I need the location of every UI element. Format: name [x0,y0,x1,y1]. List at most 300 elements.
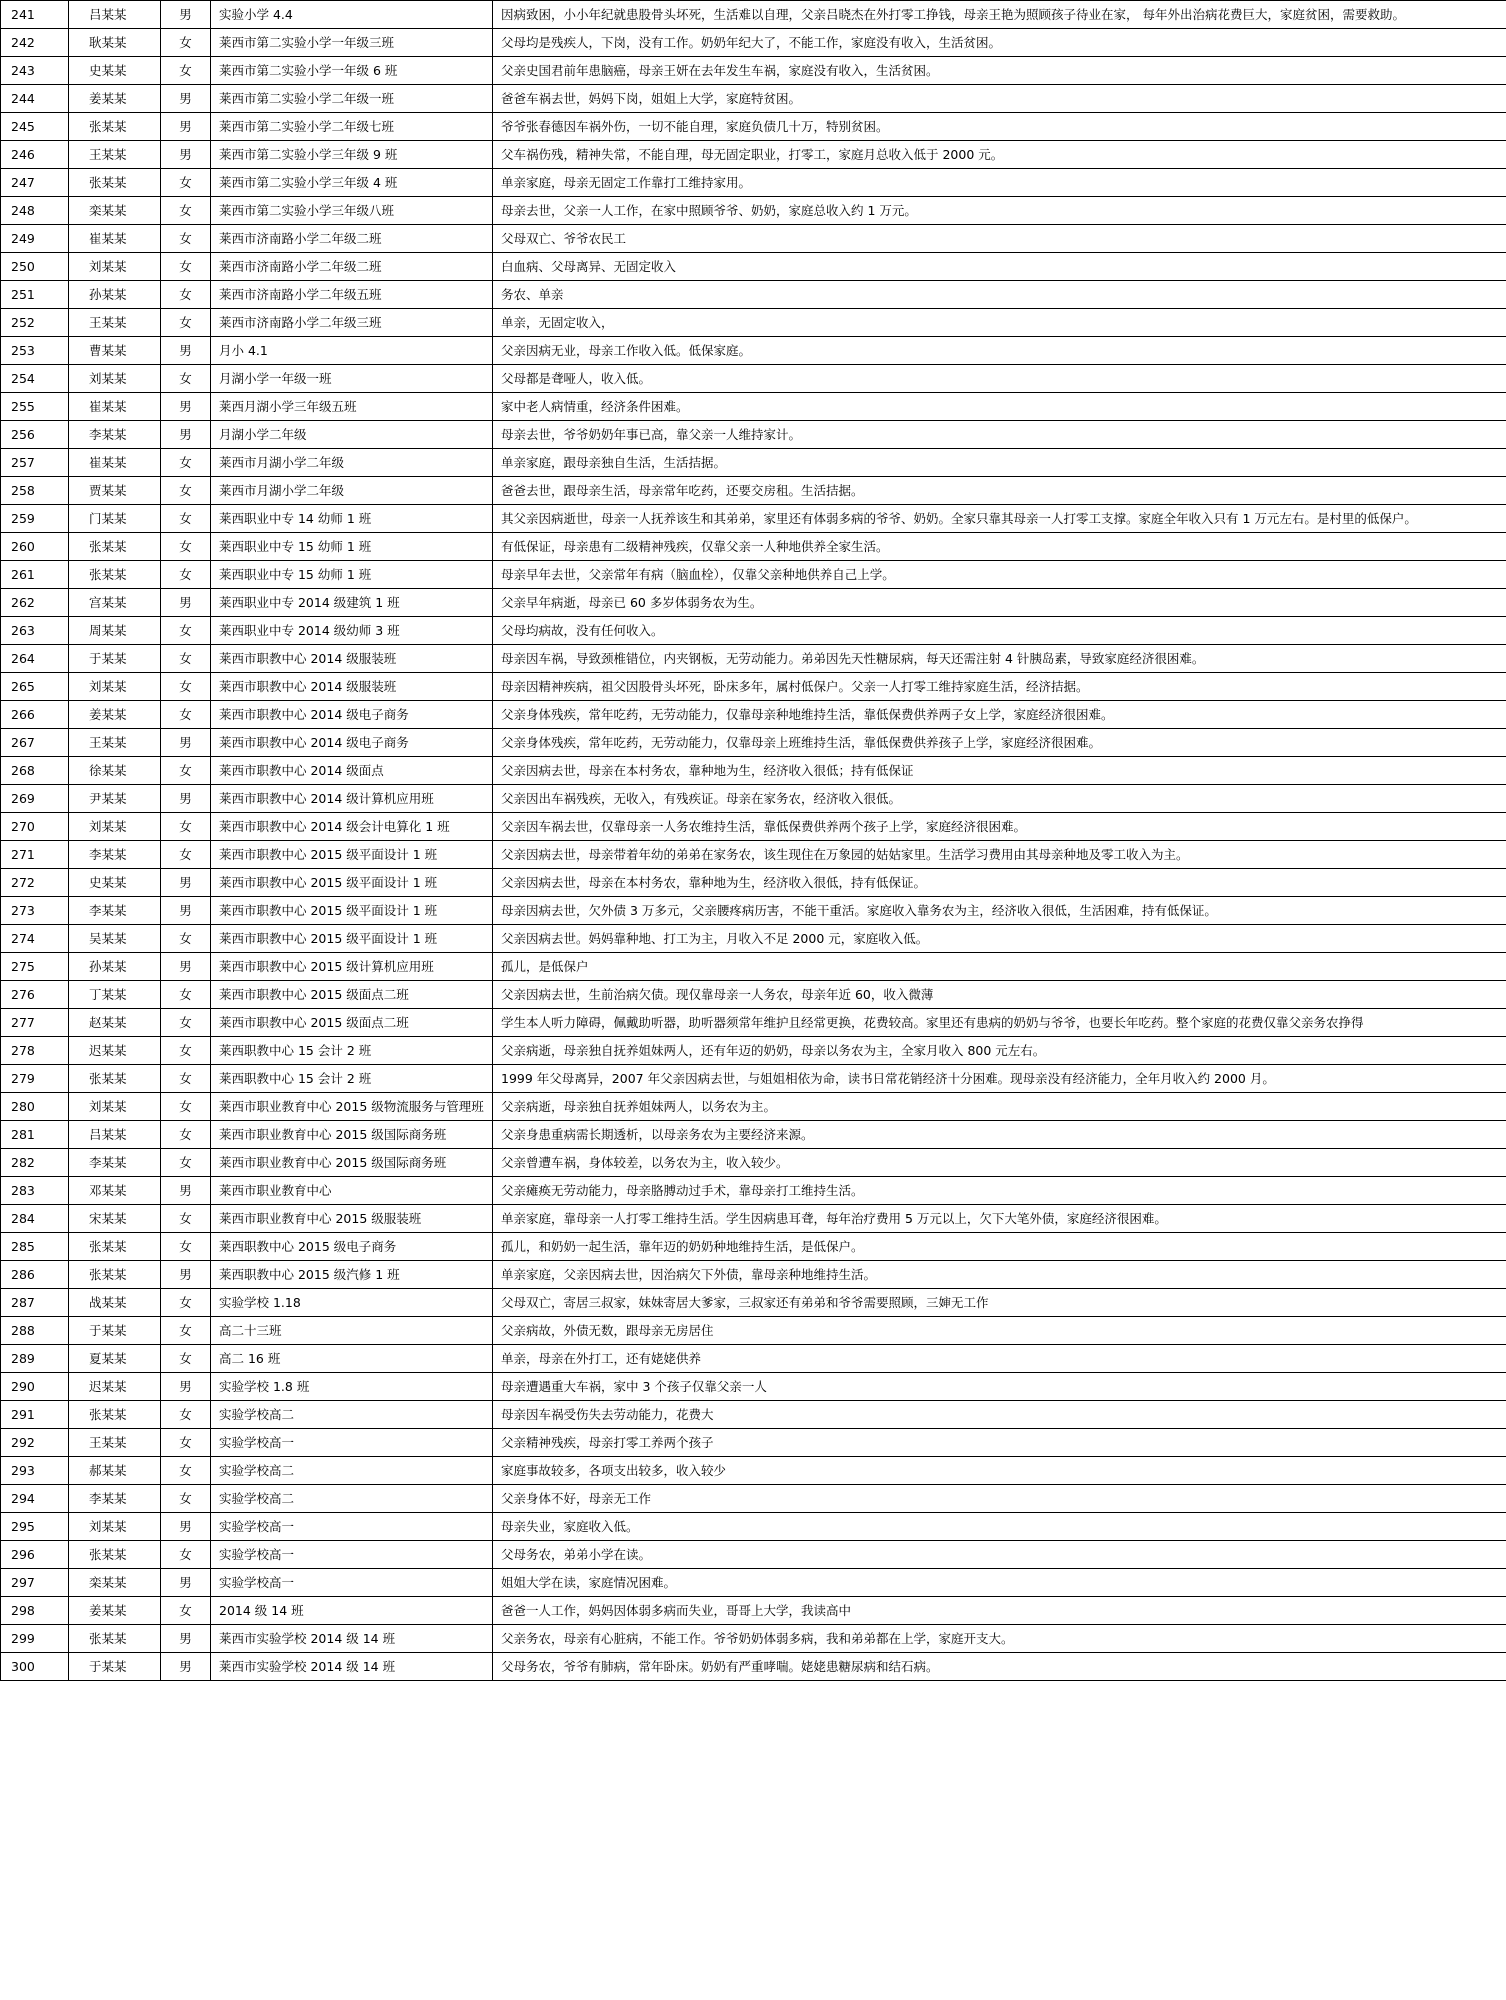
table-row [1,197,1506,225]
hardship-reason-cell: 父母务农，爷爷有肺病，常年卧床。奶奶有严重哮喘。姥姥患糖尿病和结石病。 [493,1653,1506,1681]
student-name-cell: 刘某某 [69,1513,161,1541]
table-row [1,1233,1506,1261]
hardship-reason-cell: 爸爸一人工作，妈妈因体弱多病而失业，哥哥上大学，我读高中 [493,1597,1506,1625]
table-row [1,897,1506,925]
school-class-cell: 莱西市职教中心 2014 级电子商务 [211,729,493,757]
table-row [1,309,1506,337]
table-row [1,785,1506,813]
hardship-reason-cell: 父车祸伤残，精神失常，不能自理，母无固定职业，打零工，家庭月总收入低于 2000 元。 [493,141,1506,169]
row-number-cell: 255 [1,393,69,421]
table-row [1,29,1506,57]
row-number-cell: 287 [1,1289,69,1317]
gender-cell: 女 [161,645,211,673]
school-class-cell: 莱西职业中专 15 幼师 1 班 [211,561,493,589]
row-number-cell: 281 [1,1121,69,1149]
school-class-cell: 莱西市职教中心 2014 级电子商务 [211,701,493,729]
hardship-reason-cell: 父亲身患重病需长期透析，以母亲务农为主要经济来源。 [493,1121,1506,1149]
student-name-cell: 张某某 [69,1401,161,1429]
table-row [1,1513,1506,1541]
hardship-reason-cell: 父亲因病去世，生前治病欠债。现仅靠母亲一人务农，母亲年近 60，收入微薄 [493,981,1506,1009]
gender-cell: 女 [161,925,211,953]
gender-cell: 女 [161,505,211,533]
hardship-reason-cell: 单亲，母亲在外打工，还有姥姥供养 [493,1345,1506,1373]
gender-cell: 男 [161,1261,211,1289]
hardship-reason-cell: 母亲早年去世，父亲常年有病（脑血栓），仅靠父亲种地供养自己上学。 [493,561,1506,589]
table-row [1,869,1506,897]
row-number-cell: 254 [1,365,69,393]
school-class-cell: 莱西职业中专 2014 级建筑 1 班 [211,589,493,617]
row-number-cell: 270 [1,813,69,841]
table-row [1,841,1506,869]
table-row [1,953,1506,981]
gender-cell: 女 [161,1205,211,1233]
row-number-cell: 260 [1,533,69,561]
gender-cell: 女 [161,1457,211,1485]
table-row [1,1569,1506,1597]
gender-cell: 男 [161,953,211,981]
school-class-cell: 莱西市职教中心 2015 级平面设计 1 班 [211,869,493,897]
student-name-cell: 李某某 [69,421,161,449]
student-name-cell: 张某某 [69,1261,161,1289]
school-class-cell: 莱西市职教中心 2015 级面点二班 [211,981,493,1009]
gender-cell: 男 [161,1513,211,1541]
row-number-cell: 269 [1,785,69,813]
hardship-reason-cell: 爷爷张春德因车祸外伤，一切不能自理，家庭负债几十万，特别贫困。 [493,113,1506,141]
gender-cell: 女 [161,1009,211,1037]
table-row [1,1,1506,29]
school-class-cell: 莱西市济南路小学二年级五班 [211,281,493,309]
row-number-cell: 244 [1,85,69,113]
hardship-reason-cell: 父亲病逝，母亲独自抚养姐妹两人，以务农为主。 [493,1093,1506,1121]
gender-cell: 男 [161,113,211,141]
row-number-cell: 296 [1,1541,69,1569]
student-name-cell: 吕某某 [69,1,161,29]
hardship-reason-cell: 父母双亡，寄居三叔家，妹妹寄居大爹家，三叔家还有弟弟和爷爷需要照顾，三婶无工作 [493,1289,1506,1317]
table-row [1,1037,1506,1065]
student-name-cell: 王某某 [69,141,161,169]
school-class-cell: 实验学校高一 [211,1429,493,1457]
hardship-reason-cell: 父亲因病无业，母亲工作收入低。低保家庭。 [493,337,1506,365]
student-name-cell: 赵某某 [69,1009,161,1037]
student-name-cell: 张某某 [69,561,161,589]
hardship-reason-cell: 父亲瘫痪无劳动能力，母亲胳膊动过手术，靠母亲打工维持生活。 [493,1177,1506,1205]
gender-cell: 男 [161,869,211,897]
row-number-cell: 243 [1,57,69,85]
row-number-cell: 277 [1,1009,69,1037]
student-name-cell: 王某某 [69,729,161,757]
school-class-cell: 高二十三班 [211,1317,493,1345]
school-class-cell: 2014 级 14 班 [211,1597,493,1625]
school-class-cell: 莱西市职教中心 2015 级计算机应用班 [211,953,493,981]
school-class-cell: 莱西职业中专 14 幼师 1 班 [211,505,493,533]
gender-cell: 男 [161,785,211,813]
gender-cell: 女 [161,561,211,589]
school-class-cell: 实验学校高二 [211,1485,493,1513]
table-row [1,281,1506,309]
hardship-reason-cell: 单亲家庭，母亲无固定工作靠打工维持家用。 [493,169,1506,197]
student-name-cell: 张某某 [69,113,161,141]
hardship-reason-cell: 父亲早年病逝，母亲已 60 多岁体弱务农为生。 [493,589,1506,617]
school-class-cell: 莱西市月湖小学二年级 [211,449,493,477]
table-row [1,337,1506,365]
row-number-cell: 263 [1,617,69,645]
hardship-reason-cell: 父母都是聋哑人，收入低。 [493,365,1506,393]
school-class-cell: 莱西市第二实验小学一年级 6 班 [211,57,493,85]
student-name-cell: 徐某某 [69,757,161,785]
school-class-cell: 实验学校 1.8 班 [211,1373,493,1401]
gender-cell: 男 [161,1625,211,1653]
gender-cell: 男 [161,421,211,449]
row-number-cell: 289 [1,1345,69,1373]
table-row [1,1149,1506,1177]
gender-cell: 男 [161,85,211,113]
table-row [1,1289,1506,1317]
row-number-cell: 293 [1,1457,69,1485]
gender-cell: 女 [161,253,211,281]
table-row [1,1065,1506,1093]
student-name-cell: 姜某某 [69,701,161,729]
row-number-cell: 272 [1,869,69,897]
student-name-cell: 史某某 [69,869,161,897]
student-name-cell: 孙某某 [69,953,161,981]
row-number-cell: 283 [1,1177,69,1205]
row-number-cell: 294 [1,1485,69,1513]
school-class-cell: 莱西市职教中心 2015 级平面设计 1 班 [211,841,493,869]
table-row [1,1653,1506,1681]
gender-cell: 男 [161,1177,211,1205]
hardship-reason-cell: 母亲因车祸受伤失去劳动能力，花费大 [493,1401,1506,1429]
row-number-cell: 262 [1,589,69,617]
row-number-cell: 300 [1,1653,69,1681]
school-class-cell: 莱西市职业教育中心 2015 级国际商务班 [211,1149,493,1177]
school-class-cell: 实验学校 1.18 [211,1289,493,1317]
gender-cell: 女 [161,477,211,505]
table-row [1,1625,1506,1653]
student-name-cell: 姜某某 [69,1597,161,1625]
row-number-cell: 299 [1,1625,69,1653]
gender-cell: 女 [161,197,211,225]
hardship-reason-cell: 孤儿，是低保户 [493,953,1506,981]
row-number-cell: 286 [1,1261,69,1289]
gender-cell: 女 [161,1597,211,1625]
row-number-cell: 253 [1,337,69,365]
table-row [1,561,1506,589]
hardship-reason-cell: 母亲去世，父亲一人工作，在家中照顾爷爷、奶奶，家庭总收入约 1 万元。 [493,197,1506,225]
hardship-reason-cell: 母亲遭遇重大车祸，家中 3 个孩子仅靠父亲一人 [493,1373,1506,1401]
hardship-reason-cell: 父亲因病去世。妈妈靠种地、打工为主，月收入不足 2000 元，家庭收入低。 [493,925,1506,953]
hardship-reason-cell: 母亲去世，爷爷奶奶年事已高，靠父亲一人维持家计。 [493,421,1506,449]
row-number-cell: 273 [1,897,69,925]
school-class-cell: 莱西市职业教育中心 2015 级物流服务与管理班 [211,1093,493,1121]
table-row [1,253,1506,281]
student-name-cell: 周某某 [69,617,161,645]
table-row [1,1177,1506,1205]
hardship-reason-cell: 姐姐大学在读，家庭情况困难。 [493,1569,1506,1597]
hardship-reason-cell: 父亲因车祸去世，仅靠母亲一人务农维持生活，靠低保费供养两个孩子上学，家庭经济很困难。 [493,813,1506,841]
gender-cell: 男 [161,393,211,421]
row-number-cell: 298 [1,1597,69,1625]
gender-cell: 女 [161,29,211,57]
student-name-cell: 崔某某 [69,225,161,253]
school-class-cell: 莱西市济南路小学二年级二班 [211,253,493,281]
hardship-reason-cell: 父亲身体不好，母亲无工作 [493,1485,1506,1513]
table-row [1,645,1506,673]
row-number-cell: 266 [1,701,69,729]
row-number-cell: 252 [1,309,69,337]
hardship-reason-cell: 孤儿，和奶奶一起生活，靠年迈的奶奶种地维持生活，是低保户。 [493,1233,1506,1261]
student-name-cell: 于某某 [69,645,161,673]
student-name-cell: 栾某某 [69,1569,161,1597]
table-row [1,1457,1506,1485]
gender-cell: 男 [161,1569,211,1597]
row-number-cell: 276 [1,981,69,1009]
table-row [1,1121,1506,1149]
school-class-cell: 莱西市职教中心 2015 级平面设计 1 班 [211,897,493,925]
school-class-cell: 莱西市职教中心 2014 级服装班 [211,673,493,701]
gender-cell: 男 [161,1373,211,1401]
student-name-cell: 刘某某 [69,673,161,701]
gender-cell: 男 [161,897,211,925]
student-name-cell: 宋某某 [69,1205,161,1233]
student-name-cell: 吴某某 [69,925,161,953]
student-name-cell: 耿某某 [69,29,161,57]
hardship-reason-cell: 母亲失业，家庭收入低。 [493,1513,1506,1541]
hardship-reason-cell: 白血病、父母离异、无固定收入 [493,253,1506,281]
table-row [1,701,1506,729]
student-name-cell: 门某某 [69,505,161,533]
hardship-reason-cell: 有低保证，母亲患有二级精神残疾，仅靠父亲一人种地供养全家生活。 [493,533,1506,561]
student-name-cell: 史某某 [69,57,161,85]
school-class-cell: 实验学校高一 [211,1541,493,1569]
school-class-cell: 莱西市职业教育中心 2015 级服装班 [211,1205,493,1233]
hardship-reason-cell: 父亲因病去世，母亲在本村务农，靠种地为生，经济收入很低；持有低保证 [493,757,1506,785]
gender-cell: 女 [161,449,211,477]
student-name-cell: 夏某某 [69,1345,161,1373]
table-row [1,729,1506,757]
school-class-cell: 实验学校高二 [211,1401,493,1429]
table-row [1,1541,1506,1569]
student-name-cell: 于某某 [69,1653,161,1681]
table-row [1,85,1506,113]
hardship-reason-cell: 父亲病故，外债无数，跟母亲无房居住 [493,1317,1506,1345]
school-class-cell: 莱西职教中心 15 会计 2 班 [211,1065,493,1093]
hardship-reason-cell: 家庭事故较多，各项支出较多，收入较少 [493,1457,1506,1485]
table-row [1,1429,1506,1457]
hardship-reason-cell: 务农、单亲 [493,281,1506,309]
row-number-cell: 245 [1,113,69,141]
gender-cell: 女 [161,1289,211,1317]
gender-cell: 女 [161,365,211,393]
school-class-cell: 莱西市职业教育中心 2015 级国际商务班 [211,1121,493,1149]
hardship-reason-cell: 爸爸车祸去世，妈妈下岗，姐姐上大学，家庭特贫困。 [493,85,1506,113]
student-name-cell: 刘某某 [69,253,161,281]
school-class-cell: 莱西月湖小学三年级五班 [211,393,493,421]
student-name-cell: 李某某 [69,897,161,925]
row-number-cell: 242 [1,29,69,57]
gender-cell: 男 [161,589,211,617]
school-class-cell: 莱西市第二实验小学三年级 9 班 [211,141,493,169]
gender-cell: 男 [161,1,211,29]
gender-cell: 男 [161,1653,211,1681]
student-name-cell: 丁某某 [69,981,161,1009]
gender-cell: 女 [161,1485,211,1513]
hardship-reason-cell: 父母均是残疾人，下岗，没有工作。奶奶年纪大了，不能工作，家庭没有收入，生活贫困。 [493,29,1506,57]
gender-cell: 男 [161,141,211,169]
row-number-cell: 268 [1,757,69,785]
hardship-reason-cell: 父亲病逝，母亲独自抚养姐妹两人，还有年迈的奶奶，母亲以务农为主，全家月收入 800 元左右。 [493,1037,1506,1065]
gender-cell: 女 [161,981,211,1009]
hardship-reason-cell: 母亲因精神疾病，祖父因股骨头坏死，卧床多年，属村低保户。父亲一人打零工维持家庭生活，经济拮据。 [493,673,1506,701]
gender-cell: 女 [161,757,211,785]
student-name-cell: 宫某某 [69,589,161,617]
row-number-cell: 267 [1,729,69,757]
gender-cell: 女 [161,1065,211,1093]
row-number-cell: 257 [1,449,69,477]
school-class-cell: 实验学校高二 [211,1457,493,1485]
row-number-cell: 280 [1,1093,69,1121]
school-class-cell: 莱西市职教中心 2015 级平面设计 1 班 [211,925,493,953]
row-number-cell: 278 [1,1037,69,1065]
school-class-cell: 莱西市第二实验小学三年级 4 班 [211,169,493,197]
table-row [1,57,1506,85]
hardship-reason-cell: 1999 年父母离异，2007 年父亲因病去世，与姐姐相依为命，读书日常花销经济十分困难。现母亲没有经济能力，全年月收入约 2000 月。 [493,1065,1506,1093]
row-number-cell: 275 [1,953,69,981]
gender-cell: 男 [161,729,211,757]
school-class-cell: 莱西市第二实验小学三年级八班 [211,197,493,225]
row-number-cell: 265 [1,673,69,701]
student-name-cell: 尹某某 [69,785,161,813]
table-row [1,981,1506,1009]
table-row [1,673,1506,701]
student-name-cell: 姜某某 [69,85,161,113]
school-class-cell: 莱西市职教中心 2014 级服装班 [211,645,493,673]
student-name-cell: 王某某 [69,1429,161,1457]
table-row [1,225,1506,253]
gender-cell: 女 [161,169,211,197]
student-name-cell: 于某某 [69,1317,161,1345]
student-name-cell: 迟某某 [69,1037,161,1065]
table-row [1,505,1506,533]
table-row [1,1205,1506,1233]
row-number-cell: 247 [1,169,69,197]
table-row [1,1317,1506,1345]
gender-cell: 女 [161,813,211,841]
student-name-cell: 郝某某 [69,1457,161,1485]
hardship-reason-cell: 母亲因车祸，导致颈椎错位，内夹钢板，无劳动能力。弟弟因先天性糖尿病，每天还需注射 4 针胰岛素，导致家庭经济很困难。 [493,645,1506,673]
school-class-cell: 莱西市实验学校 2014 级 14 班 [211,1625,493,1653]
hardship-reason-cell: 父母均病故，没有任何收入。 [493,617,1506,645]
student-name-cell: 李某某 [69,1485,161,1513]
table-row [1,1401,1506,1429]
hardship-reason-cell: 单亲，无固定收入， [493,309,1506,337]
hardship-reason-cell: 父亲因病去世，母亲带着年幼的弟弟在家务农，该生现住在万象园的姑姑家里。生活学习费用由其母亲种地及零工收入为主。 [493,841,1506,869]
school-class-cell: 莱西市实验学校 2014 级 14 班 [211,1653,493,1681]
student-name-cell: 栾某某 [69,197,161,225]
gender-cell: 女 [161,673,211,701]
school-class-cell: 莱西职教中心 2015 级汽修 1 班 [211,1261,493,1289]
hardship-reason-cell: 父亲身体残疾，常年吃药，无劳动能力，仅靠母亲上班维持生活，靠低保费供养孩子上学，家庭经济很困难。 [493,729,1506,757]
row-number-cell: 250 [1,253,69,281]
row-number-cell: 258 [1,477,69,505]
table-row [1,1373,1506,1401]
student-name-cell: 张某某 [69,1625,161,1653]
school-class-cell: 莱西职业中专 15 幼师 1 班 [211,533,493,561]
hardship-reason-cell: 父亲因病去世，母亲在本村务农，靠种地为生，经济收入很低，持有低保证。 [493,869,1506,897]
hardship-reason-cell: 母亲因病去世，欠外债 3 万多元，父亲腰疼病历害，不能干重活。家庭收入靠务农为主，经济收入很低，生活困难，持有低保证。 [493,897,1506,925]
row-number-cell: 241 [1,1,69,29]
gender-cell: 女 [161,533,211,561]
school-class-cell: 莱西职教中心 15 会计 2 班 [211,1037,493,1065]
row-number-cell: 279 [1,1065,69,1093]
table-row [1,141,1506,169]
table-row [1,1345,1506,1373]
table-row [1,393,1506,421]
row-number-cell: 284 [1,1205,69,1233]
hardship-reason-cell: 单亲家庭，跟母亲独自生活，生活拮据。 [493,449,1506,477]
table-row [1,449,1506,477]
row-number-cell: 285 [1,1233,69,1261]
hardship-reason-cell: 父亲因出车祸残疾，无收入，有残疾证。母亲在家务农，经济收入很低。 [493,785,1506,813]
student-name-cell: 崔某某 [69,393,161,421]
table-row [1,1009,1506,1037]
gender-cell: 女 [161,1345,211,1373]
school-class-cell: 莱西市济南路小学二年级三班 [211,309,493,337]
table-body [1,1,1506,1681]
row-number-cell: 290 [1,1373,69,1401]
gender-cell: 女 [161,1233,211,1261]
school-class-cell: 高二 16 班 [211,1345,493,1373]
student-name-cell: 战某某 [69,1289,161,1317]
row-number-cell: 295 [1,1513,69,1541]
row-number-cell: 259 [1,505,69,533]
row-number-cell: 274 [1,925,69,953]
table-row [1,113,1506,141]
student-name-cell: 王某某 [69,309,161,337]
table-row [1,813,1506,841]
table-row [1,925,1506,953]
gender-cell: 女 [161,1401,211,1429]
student-name-cell: 崔某某 [69,449,161,477]
gender-cell: 女 [161,701,211,729]
school-class-cell: 莱西市职教中心 2014 级面点 [211,757,493,785]
gender-cell: 女 [161,1149,211,1177]
school-class-cell: 月湖小学二年级 [211,421,493,449]
school-class-cell: 莱西市第二实验小学一年级三班 [211,29,493,57]
student-name-cell: 贾某某 [69,477,161,505]
gender-cell: 女 [161,1317,211,1345]
hardship-reason-cell: 父亲务农，母亲有心脏病，不能工作。爷爷奶奶体弱多病，我和弟弟都在上学，家庭开支大。 [493,1625,1506,1653]
student-name-cell: 刘某某 [69,813,161,841]
table-row [1,1261,1506,1289]
row-number-cell: 282 [1,1149,69,1177]
row-number-cell: 291 [1,1401,69,1429]
hardship-reason-cell: 爸爸去世，跟母亲生活，母亲常年吃药，还要交房租。生活拮据。 [493,477,1506,505]
student-name-cell: 张某某 [69,1065,161,1093]
gender-cell: 女 [161,617,211,645]
hardship-reason-cell: 父亲曾遭车祸，身体较差，以务农为主，收入较少。 [493,1149,1506,1177]
student-name-cell: 刘某某 [69,365,161,393]
table-row [1,1597,1506,1625]
hardship-reason-cell: 父母务农，弟弟小学在读。 [493,1541,1506,1569]
gender-cell: 女 [161,841,211,869]
student-name-cell: 张某某 [69,1233,161,1261]
table-row [1,617,1506,645]
table-row [1,421,1506,449]
school-class-cell: 莱西市职教中心 2014 级会计电算化 1 班 [211,813,493,841]
table-row [1,1485,1506,1513]
gender-cell: 女 [161,1093,211,1121]
row-number-cell: 297 [1,1569,69,1597]
